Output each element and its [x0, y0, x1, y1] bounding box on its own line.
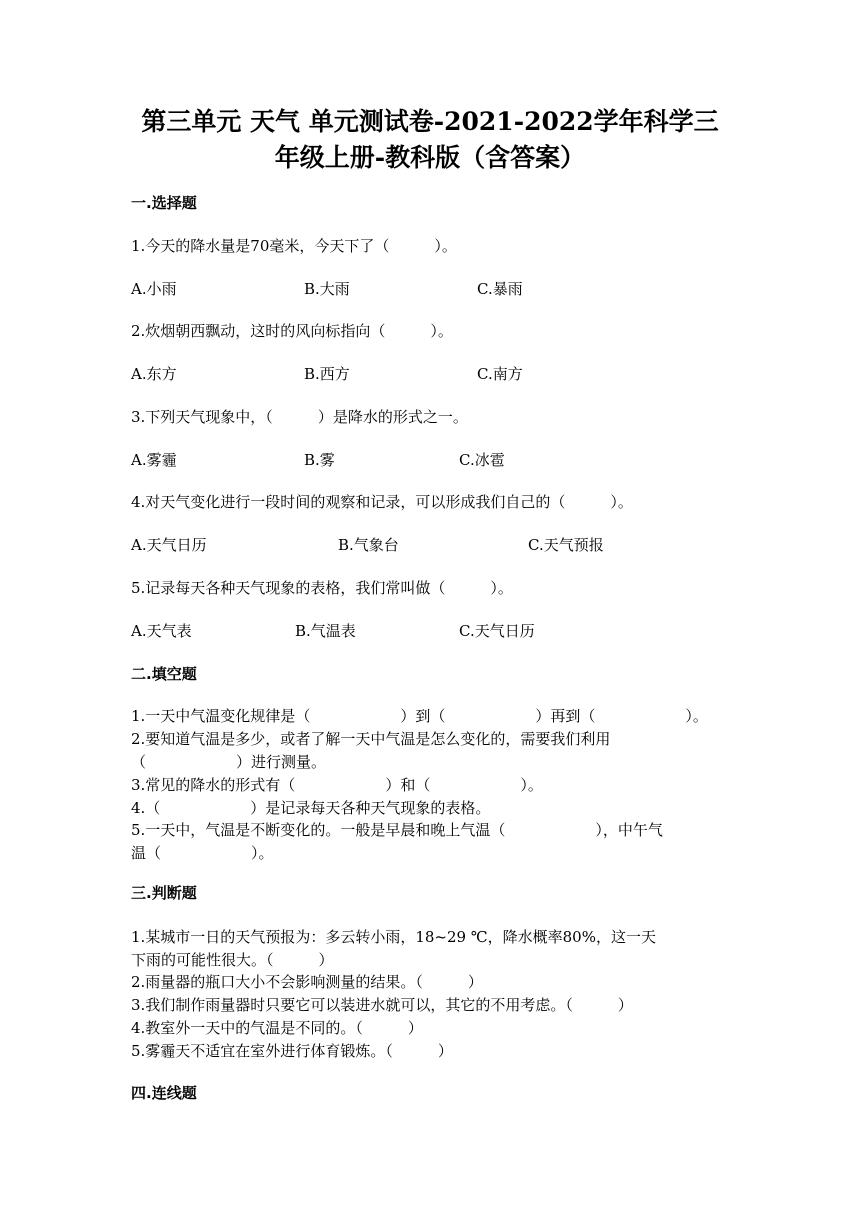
section-heading-choice: 一.选择题 — [131, 194, 197, 212]
choice-q1-option-a: A.小雨 — [131, 280, 177, 298]
choice-question-4: 4.对天气变化进行一段时间的观察和记录，可以形成我们自己的（ ）。 — [131, 493, 633, 511]
choice-q1-option-b: B.大雨 — [304, 280, 350, 298]
choice-q5-option-b: B.气温表 — [295, 622, 356, 640]
fill-line-1: 1.一天中气温变化规律是（ ）到（ ）再到（ ）。 — [131, 707, 708, 725]
choice-question-5: 5.记录每天各种天气现象的表格，我们常叫做（ ）。 — [131, 579, 513, 597]
title-line-2: 年级上册-教科版（含答案） — [274, 143, 586, 172]
fill-line-3: （ ）进行测量。 — [131, 753, 327, 771]
judge-line-5: 4.教室外一天中的气温是不同的。（ ） — [131, 1019, 423, 1037]
fill-line-5: 4.（ ）是记录每天各种天气现象的表格。 — [131, 799, 491, 817]
section-heading-fill: 二.填空题 — [131, 665, 197, 683]
choice-question-2: 2.炊烟朝西飘动，这时的风向标指向（ ）。 — [131, 322, 453, 340]
choice-q2-option-c: C.南方 — [477, 365, 523, 383]
choice-q5-option-a: A.天气表 — [131, 622, 192, 640]
choice-q4-option-a: A.天气日历 — [131, 536, 207, 554]
judge-line-4: 3.我们制作雨量器时只要它可以装进水就可以，其它的不用考虑。（ ） — [131, 996, 633, 1014]
fill-line-6: 5.一天中，气温是不断变化的。一般是早晨和晚上气温（ ），中午气 — [131, 821, 663, 839]
fill-line-7: 温（ ）。 — [131, 844, 274, 862]
page-title — [0, 104, 860, 176]
fill-line-4: 3.常见的降水的形式有（ ）和（ ）。 — [131, 776, 543, 794]
choice-q4-option-b: B.气象台 — [338, 536, 399, 554]
choice-q3-option-b: B.雾 — [304, 451, 335, 469]
choice-question-3: 3.下列天气现象中，（ ）是降水的形式之一。 — [131, 408, 468, 426]
judge-line-1: 1.某城市一日的天气预报为：多云转小雨，18~29 ℃，降水概率80%，这一天 — [131, 928, 656, 946]
choice-q4-option-c: C.天气预报 — [528, 536, 604, 554]
section-heading-judge: 三.判断题 — [131, 884, 197, 902]
judge-line-6: 5.雾霾天不适宜在室外进行体育锻炼。（ ） — [131, 1042, 453, 1060]
choice-question-1: 1.今天的降水量是70毫米，今天下了（ ）。 — [131, 237, 457, 255]
choice-q2-option-b: B.西方 — [304, 365, 350, 383]
choice-q1-option-c: C.暴雨 — [477, 280, 523, 298]
choice-q3-option-a: A.雾霾 — [131, 451, 177, 469]
fill-line-2: 2.要知道气温是多少，或者了解一天中气温是怎么变化的，需要我们利用 — [131, 730, 611, 748]
title-line-1: 第三单元 天气 单元测试卷-2021-2022学年科学三 — [141, 107, 719, 136]
section-heading-connect: 四.连线题 — [131, 1084, 197, 1102]
choice-q5-option-c: C.天气日历 — [459, 622, 535, 640]
judge-line-2: 下雨的可能性很大。（ ） — [131, 951, 334, 969]
judge-line-3: 2.雨量器的瓶口大小不会影响测量的结果。（ ） — [131, 973, 483, 991]
choice-q2-option-a: A.东方 — [131, 365, 177, 383]
choice-q3-option-c: C.冰雹 — [459, 451, 505, 469]
